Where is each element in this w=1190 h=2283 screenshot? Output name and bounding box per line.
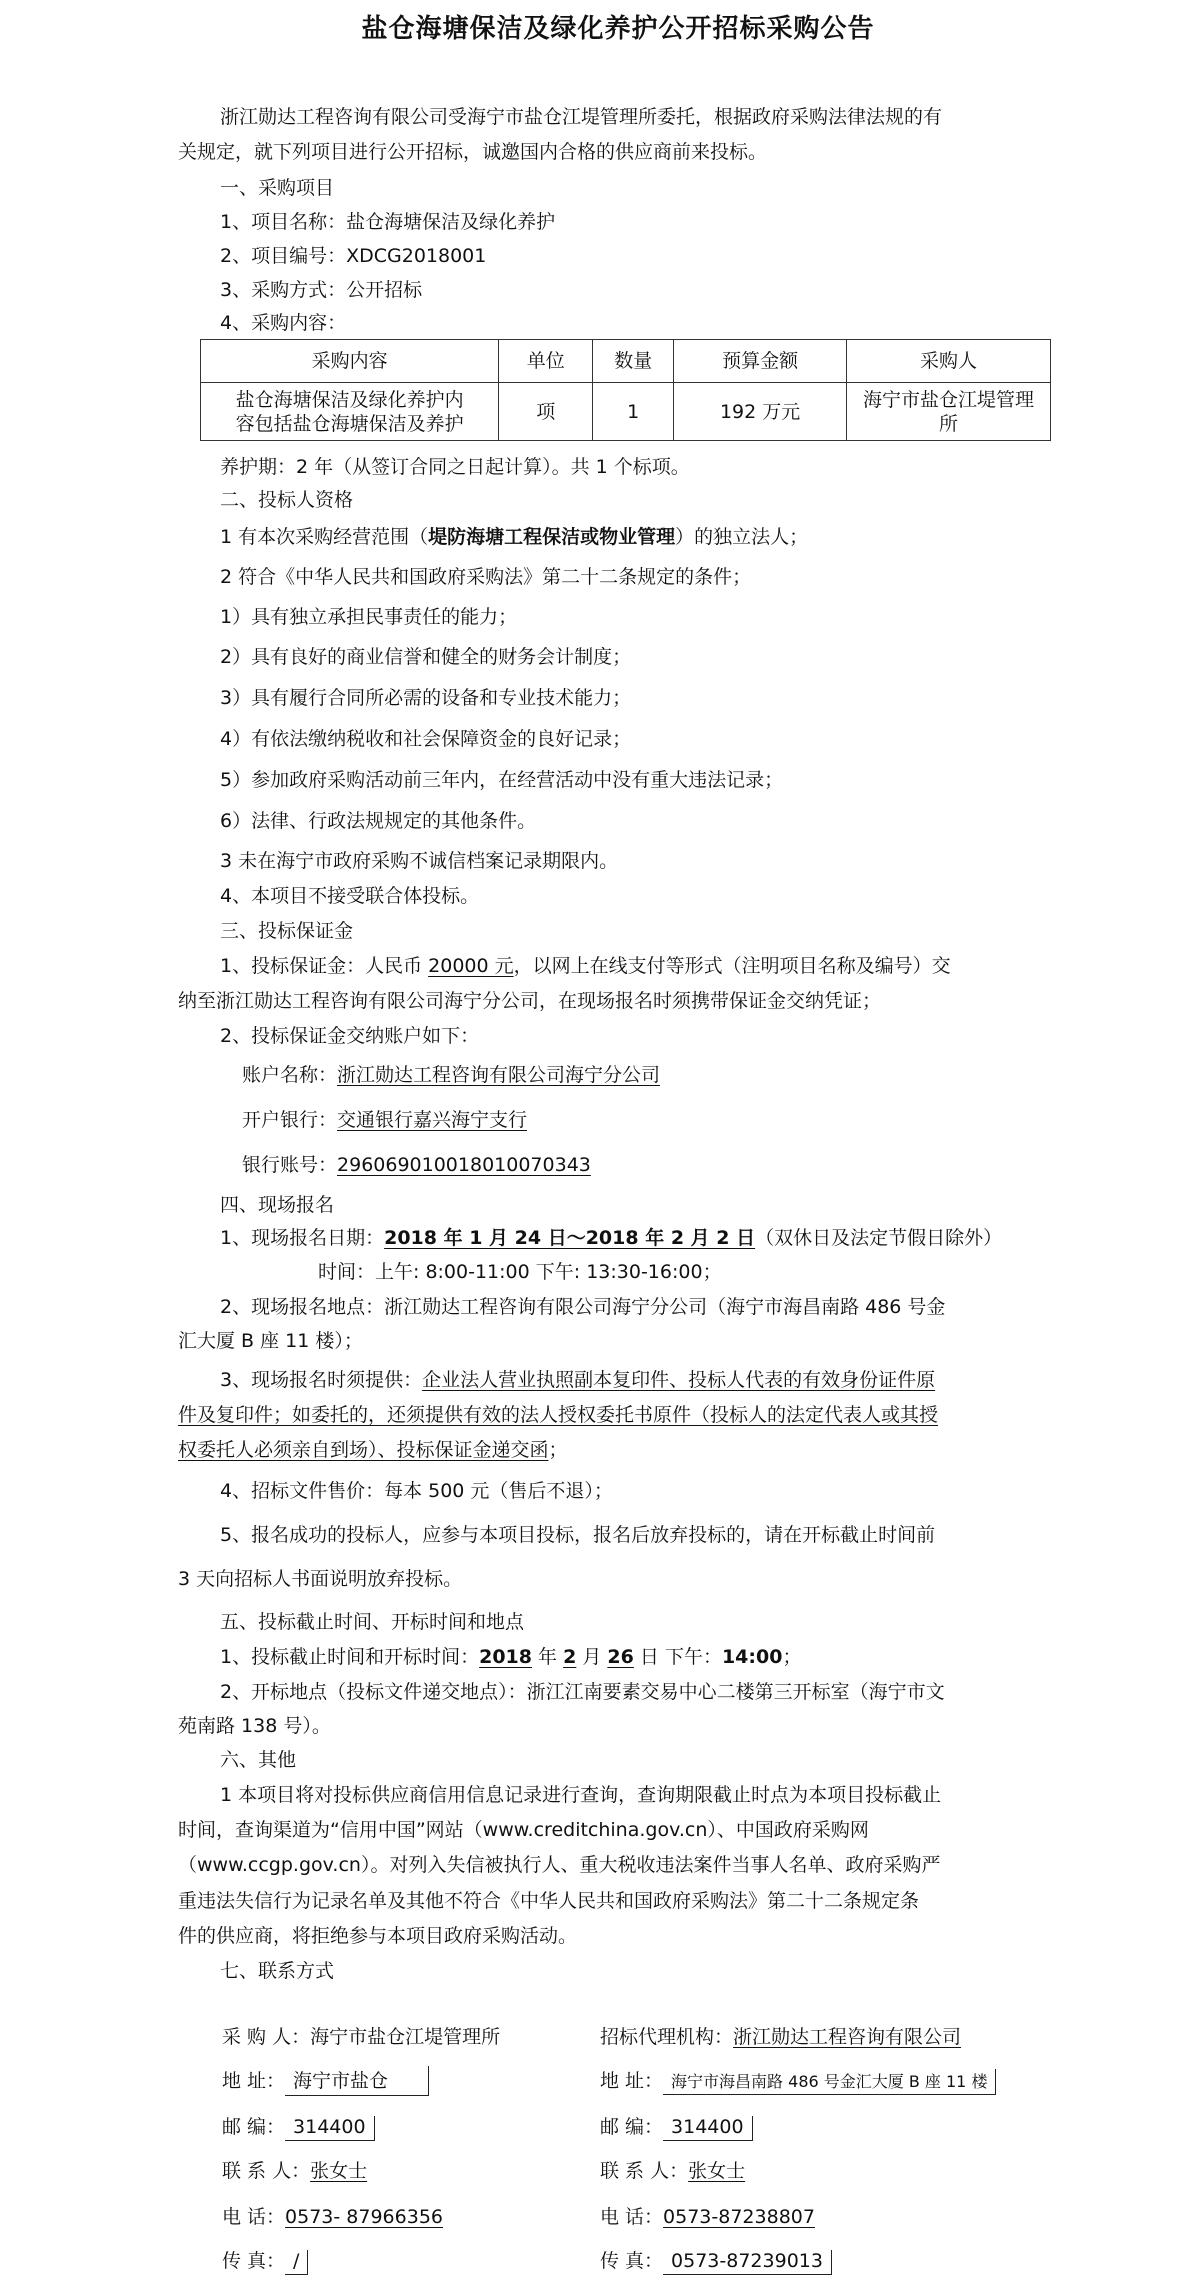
bank-name (242, 1107, 527, 1133)
buyer-zip-row (222, 2112, 375, 2141)
qualification-2: 2 符合《中华人民共和国政府采购法》第二十二条规定的条件； (220, 566, 752, 588)
credit-check-3: （www.ccgp.gov.cn）。对列入失信被执行人、重大税收违法案件当事人名单、政府采购严 (178, 1854, 941, 1876)
section-7-heading: 七、联系方式 (220, 1960, 335, 1982)
deadline-month: 2 (563, 1646, 577, 1668)
condition-3: 3）具有履行合同所必需的设备和专业技术能力； (220, 687, 632, 709)
condition-1: 1）具有独立承担民事责任的能力； (220, 606, 518, 628)
credit-check-4: 重违法失信行为记录名单及其他不符合《中华人民共和国政府采购法》第二十二条规定条 (178, 1890, 920, 1912)
deadline-year-unit: 年 (531, 1646, 564, 1668)
section-3-heading: 三、投标保证金 (220, 920, 354, 942)
registration-docs-text: 企业法人营业执照副本复印件、投标人代表的有效身份证件原 (422, 1369, 936, 1391)
agent-zip-row (600, 2112, 753, 2141)
registration-date-range: 2018 年 1 月 24 日～2018 年 2 月 2 日 (384, 1227, 756, 1249)
agent-address-value: 海宁市海昌南路 486 号金汇大厦 B 座 11 楼 (663, 2069, 996, 2095)
agent-fax-label: 传 真： (600, 2250, 664, 2272)
table-header-cell: 采购人 (847, 340, 1051, 383)
agent-contact-value: 张女士 (688, 2160, 746, 2182)
agent-phone-value: 0573-87238807 (663, 2206, 815, 2228)
registration-docs-1 (220, 1367, 935, 1393)
buyer-label: 采 购 人： (222, 2026, 311, 2048)
buyer-contact-label: 联 系 人： (222, 2160, 311, 2182)
deadline-month-unit: 月 (576, 1646, 608, 1668)
buyer-zip-label: 邮 编： (222, 2116, 286, 2138)
table-cell-unit: 项 (499, 383, 593, 441)
agent-contact-label: 联 系 人： (600, 2160, 689, 2182)
table-cell-budget: 192 万元 (674, 383, 847, 441)
agent-label: 招标代理机构： (600, 2026, 734, 2048)
bank-account-value: 296069010018010070343 (337, 1154, 591, 1176)
registration-time: 时间：上午: 8:00-11:00 下午: 13:30-16:00； (318, 1261, 722, 1283)
account-name-value: 浙江勋达工程咨询有限公司海宁分公司 (337, 1064, 661, 1086)
condition-5: 5）参加政府采购活动前三年内，在经营活动中没有重大违法记录； (220, 769, 784, 791)
buyer-line: 所 (939, 412, 959, 435)
table-cell-buyer (847, 383, 1051, 441)
procurement-content-label: 4、采购内容： (220, 312, 347, 334)
section-6-heading: 六、其他 (220, 1749, 297, 1771)
project-code: 2、项目编号：XDCG2018001 (220, 245, 487, 267)
buyer-row (222, 2022, 500, 2049)
qualification-1-scope: 堤防海塘工程保洁或物业管理 (428, 526, 676, 548)
deadline-day-unit: 日 下午： (633, 1646, 722, 1668)
abandon-notice-1: 5、报名成功的投标人，应参与本项目投标，报名后放弃投标的，请在开标截止时间前 (220, 1524, 936, 1546)
condition-6: 6）法律、行政法规规定的其他条件。 (220, 810, 537, 832)
buyer-phone-value: 0573- 87966356 (285, 2206, 444, 2228)
content-line: 容包括盐仓海塘保洁及养护 (235, 412, 464, 435)
buyer-fax-label: 传 真： (222, 2250, 286, 2272)
buyer-value: 海宁市盐仓江堤管理所 (310, 2026, 501, 2048)
condition-2: 2）具有良好的商业信誉和健全的财务会计制度； (220, 646, 632, 668)
buyer-phone-row (222, 2202, 443, 2229)
agent-value: 浙江勋达工程咨询有限公司 (733, 2026, 962, 2048)
agent-fax-row (600, 2246, 832, 2275)
intro-line-2: 关规定，就下列项目进行公开招标，诚邀国内合格的供应商前来投标。 (178, 141, 768, 163)
opening-place-2: 苑南路 138 号）。 (178, 1715, 331, 1737)
section-2-heading: 二、投标人资格 (220, 489, 354, 511)
buyer-address-value: 海宁市盐仓 (285, 2066, 429, 2096)
deposit-line-1 (220, 953, 951, 979)
tender-doc-price: 4、招标文件售价：每本 500 元（售后不退）； (220, 1480, 613, 1502)
credit-check-2: 时间，查询渠道为“信用中国”网站（www.creditchina.gov.cn）、中国政府采购网 (178, 1819, 869, 1841)
deposit-amount: 20000 元 (428, 955, 514, 977)
procurement-table (200, 339, 1051, 441)
opening-place-1: 2、开标地点（投标文件递交地点）：浙江江南要素交易中心二楼第三开标室（海宁市文 (220, 1681, 945, 1703)
agent-zip-label: 邮 编： (600, 2116, 664, 2138)
agent-address-row (600, 2066, 996, 2095)
table-row (201, 383, 1051, 441)
qualification-4: 4、本项目不接受联合体投标。 (220, 885, 480, 907)
table-header-cell: 预算金额 (674, 340, 847, 383)
abandon-notice-2: 3 天向招标人书面说明放弃投标。 (178, 1568, 463, 1590)
table-header-row (201, 340, 1051, 383)
bank-name-value: 交通银行嘉兴海宁支行 (337, 1109, 528, 1131)
registration-docs-text-end: 权委托人必须亲自到场）、投标保证金递交函 (178, 1439, 549, 1461)
buyer-contact-value: 张女士 (310, 2160, 368, 2182)
document-title: 盐仓海塘保洁及绿化养护公开招标采购公告 (361, 14, 875, 44)
condition-4: 4）有依法缴纳税收和社会保障资金的良好记录； (220, 728, 632, 750)
content-line: 盐仓海塘保洁及绿化养护内 (235, 388, 464, 411)
bank-account-label: 银行账号： (242, 1154, 338, 1176)
registration-docs-label: 3、现场报名时须提供： (220, 1369, 423, 1391)
registration-date (220, 1225, 1002, 1251)
agent-phone-row (600, 2202, 815, 2229)
deadline-day: 26 (607, 1646, 634, 1668)
agent-row (600, 2022, 961, 2049)
table-header-cell: 单位 (499, 340, 593, 383)
qualification-1 (220, 524, 808, 550)
registration-date-note: （双休日及法定节假日除外） (755, 1227, 1003, 1249)
table-header-cell: 数量 (593, 340, 674, 383)
agent-phone-label: 电 话： (600, 2206, 664, 2228)
deadline-label: 1、投标截止时间和开标时间： (220, 1646, 480, 1668)
buyer-address-label: 地 址： (222, 2070, 286, 2092)
buyer-phone-label: 电 话： (222, 2206, 286, 2228)
buyer-fax-row (222, 2246, 308, 2275)
maintenance-period: 养护期：2 年（从签订合同之日起计算）。共 1 个标项。 (220, 456, 690, 478)
credit-check-5: 件的供应商，将拒绝参与本项目政府采购活动。 (178, 1925, 578, 1947)
agent-address-label: 地 址： (600, 2070, 664, 2092)
registration-place-1: 2、现场报名地点：浙江勋达工程咨询有限公司海宁分公司（海宁市海昌南路 486 号金 (220, 1296, 946, 1318)
project-name: 1、项目名称：盐仓海塘保洁及绿化养护 (220, 211, 556, 233)
section-4-heading: 四、现场报名 (220, 1194, 335, 1216)
registration-date-label: 1、现场报名日期： (220, 1227, 385, 1249)
deposit-post: ，以网上在线支付等形式（注明项目名称及编号）交 (513, 955, 951, 977)
deadline-clock: 14:00 (721, 1646, 783, 1668)
qualification-1-pre: 1 有本次采购经营范围（ (220, 526, 429, 548)
table-cell-qty: 1 (593, 383, 674, 441)
section-1-heading: 一、采购项目 (220, 177, 335, 199)
intro-line-1: 浙江勋达工程咨询有限公司受海宁市盐仓江堤管理所委托，根据政府采购法律法规的有 (220, 106, 943, 128)
deadline-time (220, 1644, 801, 1670)
registration-place-2: 汇大厦 B 座 11 楼）； (178, 1330, 363, 1352)
agent-zip-value: 314400 (663, 2116, 753, 2141)
buyer-line: 海宁市盐仓江堤管理 (863, 388, 1035, 411)
buyer-zip-value: 314400 (285, 2116, 375, 2141)
section-5-heading: 五、投标截止时间、开标时间和地点 (220, 1611, 525, 1633)
procurement-method: 3、采购方式：公开招标 (220, 279, 423, 301)
agent-contact-row (600, 2156, 745, 2183)
bank-name-label: 开户银行： (242, 1109, 338, 1131)
deposit-account-intro: 2、投标保证金交纳账户如下： (220, 1025, 480, 1047)
qualification-1-post: ）的独立法人； (675, 526, 809, 548)
deposit-pre: 1、投标保证金：人民币 (220, 955, 429, 977)
buyer-contact-row (222, 2156, 367, 2183)
buyer-address-row (222, 2066, 429, 2096)
deadline-punct: ； (782, 1646, 802, 1668)
table-cell-content (201, 383, 499, 441)
deposit-line-2: 纳至浙江勋达工程咨询有限公司海宁分公司，在现场报名时须携带保证金交纳凭证； (178, 990, 882, 1012)
credit-check-1: 1 本项目将对投标供应商信用信息记录进行查询，查询期限截止时点为本项目投标截止 (220, 1784, 942, 1806)
registration-docs-punct: ； (548, 1439, 568, 1461)
registration-docs-2: 件及复印件；如委托的，还须提供有效的法人授权委托书原件（投标人的法定代表人或其授 (178, 1404, 939, 1426)
deadline-year: 2018 (479, 1646, 532, 1668)
buyer-fax-value: / (285, 2250, 308, 2275)
agent-fax-value: 0573-87239013 (663, 2250, 832, 2275)
registration-docs-3 (178, 1437, 568, 1463)
qualification-3: 3 未在海宁市政府采购不诚信档案记录期限内。 (220, 850, 619, 872)
bank-account-number (242, 1152, 591, 1178)
table-header-cell: 采购内容 (201, 340, 499, 383)
account-name-label: 账户名称： (242, 1064, 338, 1086)
account-name (242, 1062, 660, 1088)
